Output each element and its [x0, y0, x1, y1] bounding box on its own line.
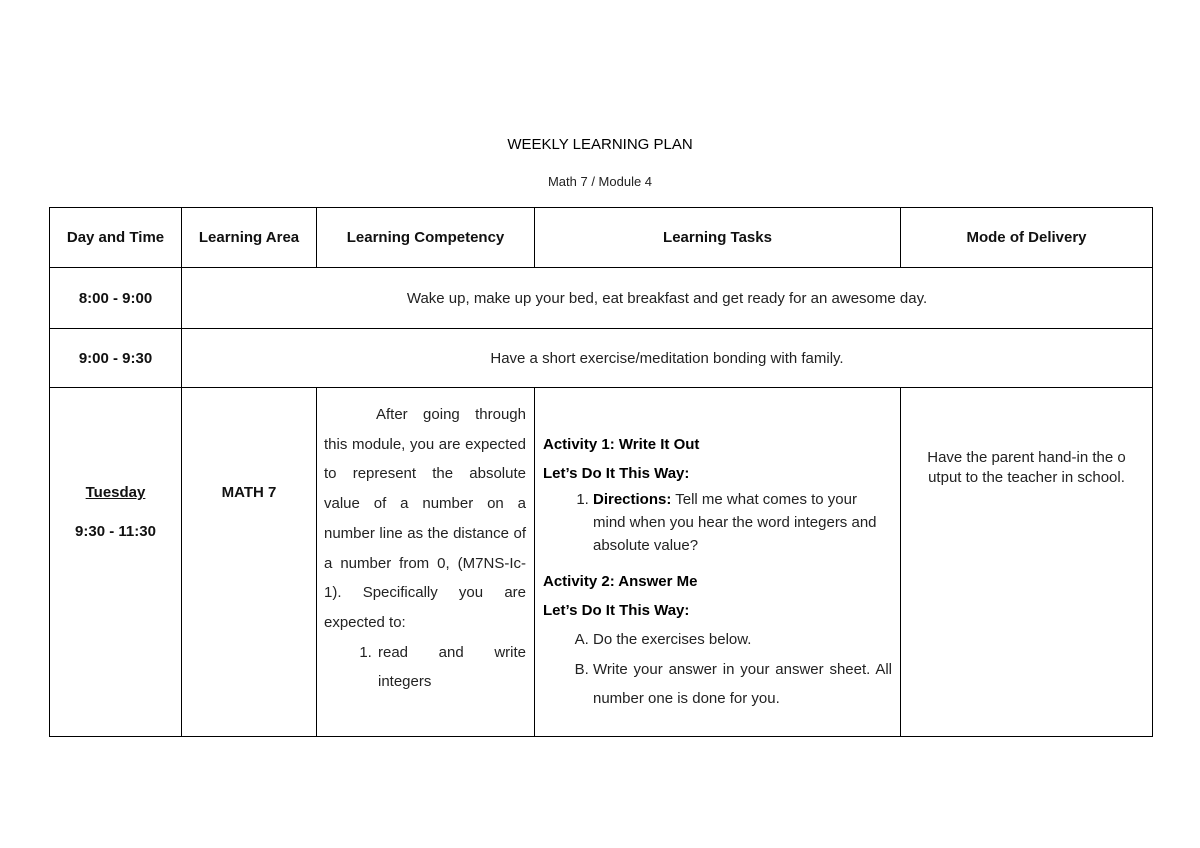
delivery-cell	[901, 388, 1153, 737]
table-row	[50, 388, 1153, 737]
mode-of-delivery: Have the parent hand-in the o utput to the teacher in school.	[927, 449, 1126, 486]
document-title: WEEKLY LEARNING PLAN	[507, 136, 693, 153]
document-subtitle: Math 7 / Module 4	[547, 174, 653, 189]
activity-2-subtitle: Let’s Do It This Way:	[543, 602, 690, 619]
activity-1-title: Activity 1: Write It Out	[543, 436, 700, 453]
routine-activity: Have a short exercise/meditation bonding with family.	[182, 329, 1153, 388]
header-mode-of-delivery: Mode of Delivery	[901, 208, 1153, 268]
routine-activity: Wake up, make up your bed, eat breakfast and get ready for an awesome day.	[182, 268, 1153, 329]
activity-1-item	[593, 488, 892, 557]
header-learning-competency: Learning Competency	[317, 208, 535, 268]
directions-text: Tell me what comes to your mind when you hear the word integers and absolute value?	[593, 491, 877, 554]
header-learning-area: Learning Area	[182, 208, 317, 268]
directions-label: Directions:	[593, 491, 672, 508]
competency-text: After going through this module, you are expected to represent the absolute value of a number on a number line as the distance of a number from 0, (M7NS-Ic-1). Specifically you are expected to:	[324, 406, 526, 631]
lesson-day-time-cell	[50, 388, 182, 737]
learning-area-cell	[182, 388, 317, 737]
lesson-day: Tuesday	[85, 484, 146, 501]
table-row	[50, 329, 1153, 388]
table-row	[50, 268, 1153, 329]
competency-item: 1. read and write integers	[376, 638, 526, 697]
header-learning-tasks: Learning Tasks	[535, 208, 901, 268]
header-day-and-time: Day and Time	[50, 208, 182, 268]
learning-tasks-cell	[535, 388, 901, 737]
routine-time: 8:00 - 9:00	[50, 268, 182, 329]
routine-time: 9:00 - 9:30	[50, 329, 182, 388]
competency-cell	[317, 388, 535, 737]
activity-1-subtitle: Let’s Do It This Way:	[543, 465, 690, 482]
activity-2-title: Activity 2: Answer Me	[543, 573, 698, 590]
learning-plan-table	[49, 207, 1153, 737]
learning-area: MATH 7	[221, 484, 277, 501]
activity-2-item: B. Write your answer in your answer sheet. All number one is done for you.	[593, 655, 892, 714]
table-header-row	[50, 208, 1153, 268]
lesson-time: 9:30 - 11:30	[75, 523, 156, 540]
activity-2-item: A. Do the exercises below.	[593, 625, 892, 655]
